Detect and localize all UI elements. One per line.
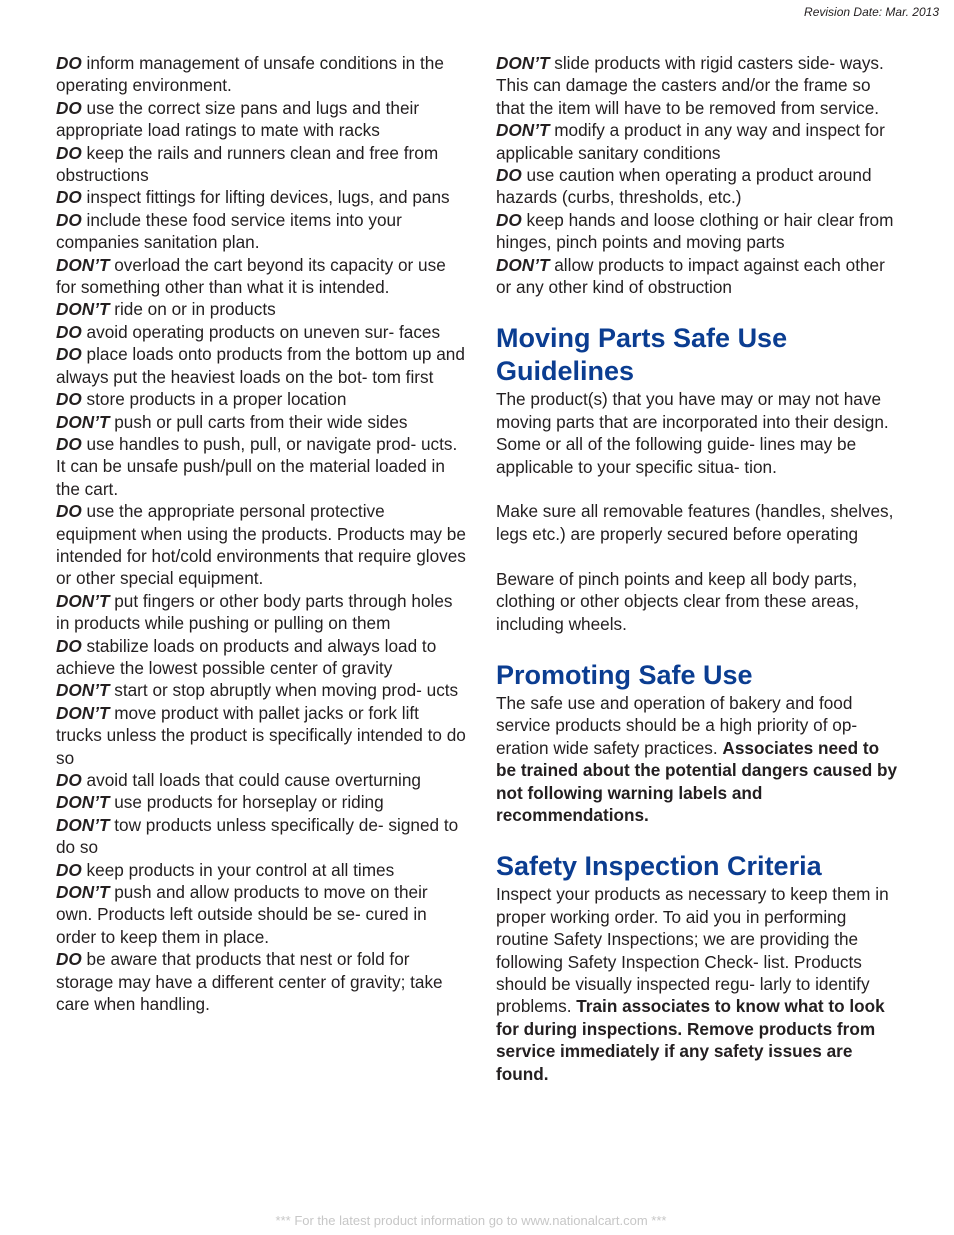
keyword: DON’T: [496, 254, 550, 275]
left-item: [56, 500, 466, 590]
inspection-bold-text: Train associates to know what to look for during inspections. Remove products from service immediately if any safety issues are found.: [496, 996, 885, 1084]
left-item: [56, 142, 466, 187]
left-item: [56, 52, 466, 97]
item-text: put fingers or other body parts through holes in products while pushing or pulling on them: [56, 590, 453, 634]
item-text: use products for horseplay or riding: [109, 792, 384, 813]
footer-note: *** For the latest product information go to www.nationalcart.com ***: [275, 1213, 667, 1228]
keyword: DO: [56, 501, 82, 522]
keyword: DON’T: [56, 882, 110, 903]
left-item: [56, 411, 466, 433]
keyword: DON’T: [56, 254, 110, 275]
keyword: DO: [56, 770, 82, 790]
right-item: [496, 119, 901, 164]
keyword: DO: [56, 209, 82, 230]
keyword: DO: [56, 635, 82, 656]
right-item: [496, 52, 901, 119]
item-text: push and allow products to move on their own. Products left outside should be se- cured in order to keep them in place.: [56, 882, 428, 947]
item-text: tow products unless specifically de- signed to do so: [56, 814, 459, 858]
moving-parts-pinch: Beware of pinch points and keep all body parts, clothing or other objects clear from these areas, including wheels.: [496, 568, 860, 634]
promoting-heading: Promoting Safe Use: [496, 659, 753, 690]
left-item: [56, 679, 466, 701]
item-text: allow products to impact against each other or any other kind of obstruction: [496, 254, 885, 298]
item-text: stabilize loads on products and always load to achieve the lowest possible center of gravity: [56, 635, 437, 678]
item-text: avoid tall loads that could cause overturning: [81, 770, 421, 790]
promoting-bold-text: Associates need to be trained about the potential dangers caused by not following warning labels and recommendations.: [496, 737, 898, 825]
promoting-section: [496, 659, 901, 826]
keyword: DO: [56, 97, 82, 118]
moving-parts-intro: The product(s) that you have may or may not have moving parts that are incorporated into their design. Some or all of the following guide- lines may be applicable to your specific situa- tion.: [496, 389, 889, 477]
item-text: overload the cart beyond its capacity or use for something other than what it is intended.: [56, 254, 446, 298]
item-text: keep products in your control at all times: [81, 859, 395, 880]
right-item: [496, 254, 901, 299]
left-item: [56, 433, 466, 500]
keyword: DO: [56, 344, 82, 365]
left-item: [56, 298, 466, 320]
left-item: [56, 791, 466, 813]
item-text: be aware that products that nest or fold for storage may have a different center of gravity; take care when handling.: [56, 949, 443, 1015]
left-item: [56, 388, 466, 410]
item-text: avoid operating products on uneven sur- faces: [81, 321, 441, 342]
keyword: DON’T: [56, 411, 110, 432]
keyword: DON’T: [56, 814, 110, 835]
item-text: store products in a proper location: [81, 389, 347, 410]
item-text: keep hands and loose clothing or hair clear from hinges, pinch points and moving parts: [496, 209, 894, 253]
left-item: [56, 186, 466, 208]
left-item: [56, 702, 466, 769]
item-text: use the correct size pans and lugs and their appropriate load ratings to mate with racks: [56, 97, 420, 141]
item-text: keep the rails and runners clean and free from obstructions: [56, 142, 439, 186]
left-item: [56, 321, 466, 343]
left-item: [56, 590, 466, 635]
item-text: include these food service items into your companies sanitation plan.: [56, 209, 402, 253]
item-text: start or stop abruptly when moving prod- ucts: [109, 680, 459, 701]
keyword: DON’T: [56, 792, 110, 813]
left-item: [56, 635, 466, 680]
keyword: DON’T: [56, 590, 110, 611]
keyword: DO: [496, 209, 522, 230]
moving-parts-heading: Moving Parts Safe Use Guidelines: [496, 323, 788, 387]
keyword: DON’T: [496, 53, 550, 73]
item-text: move product with pallet jacks or fork lift trucks unless the product is specifically intended to do so: [56, 702, 466, 768]
left-item: [56, 769, 466, 791]
inspection-heading: Safety Inspection Criteria: [496, 851, 822, 882]
item-text: push or pull carts from their wide sides: [109, 411, 408, 432]
revision-date: Revision Date: Mar. 2013: [804, 5, 939, 19]
inspection-section: [496, 850, 901, 1085]
right-column: [496, 52, 901, 1085]
item-text: inform management of unsafe conditions in the operating environment.: [56, 53, 444, 96]
keyword: DON’T: [56, 680, 110, 701]
item-text: slide products with rigid casters side- ways. This can damage the casters and/or the frame so that the item will have to be removed from service.: [496, 53, 884, 118]
left-item: [56, 97, 466, 142]
inspection-text: Inspect your products as necessary to keep them in proper working order. To aid you in performing routine Safety Inspections; we are providing the following Safety Inspection Check- list. Products should be visually inspected regu- larly to identify problems.: [496, 884, 889, 1017]
keyword: DO: [496, 165, 522, 186]
keyword: DO: [56, 187, 82, 208]
keyword: DON’T: [56, 702, 110, 723]
item-text: use the appropriate personal protective equipment when using the products. Products may be intended for hot/cold environments that require gloves or other special equipment.: [56, 501, 466, 589]
left-item: [56, 254, 466, 299]
item-text: modify a product in any way and inspect for applicable sanitary conditions: [496, 120, 885, 163]
keyword: DO: [56, 321, 82, 342]
keyword: DO: [56, 859, 82, 880]
left-column: [56, 52, 466, 1015]
keyword: DO: [56, 142, 82, 163]
right-item: [496, 164, 901, 209]
item-text: place loads onto products from the bottom up and always put the heaviest loads on the bot- tom first: [56, 344, 465, 387]
item-text: use caution when operating a product around hazards (curbs, thresholds, etc.): [496, 165, 872, 208]
inspection-paragraph: [496, 883, 901, 1085]
left-item: [56, 343, 466, 388]
item-text: use handles to push, pull, or navigate prod- ucts. It can be unsafe push/pull on the material loaded in the cart.: [56, 433, 458, 499]
left-item: [56, 209, 466, 254]
left-item: [56, 948, 466, 1015]
promoting-paragraph: [496, 692, 901, 826]
left-item: [56, 814, 466, 859]
moving-parts-section: [496, 322, 901, 634]
item-text: ride on or in products: [109, 299, 276, 320]
keyword: DO: [56, 949, 82, 970]
item-text: inspect fittings for lifting devices, lugs, and pans: [81, 187, 450, 208]
left-item: [56, 881, 466, 948]
right-item: [496, 209, 901, 254]
keyword: DO: [56, 433, 82, 454]
promoting-text: The safe use and operation of bakery and food service products should be a high priority of op- eration wide safety practices.: [496, 692, 858, 758]
left-item: [56, 859, 466, 881]
keyword: DO: [56, 389, 82, 410]
keyword: DON’T: [496, 120, 550, 141]
moving-parts-secure: Make sure all removable features (handles, shelves, legs etc.) are properly secured before operating: [496, 501, 894, 544]
keyword: DO: [56, 53, 82, 73]
keyword: DON’T: [56, 299, 110, 320]
